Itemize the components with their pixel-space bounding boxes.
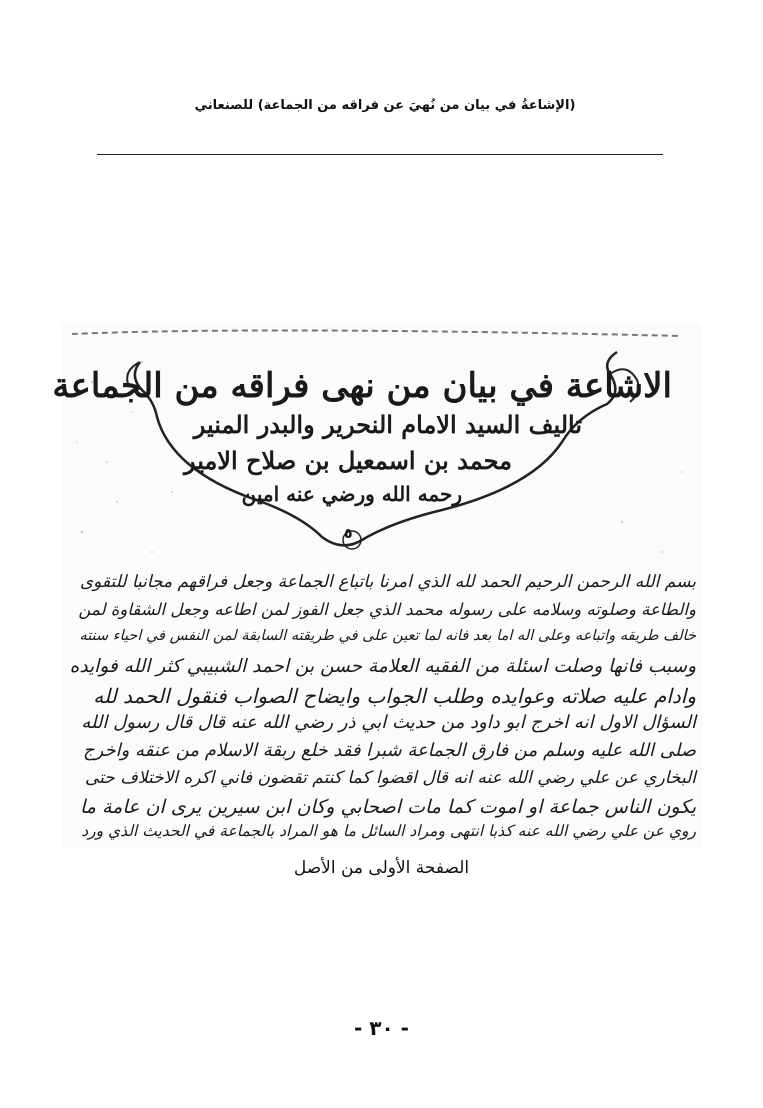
header-rule [97,154,663,155]
manuscript-line: البخاري عن علي رضي الله عنه انه قال اقضوا كما كنتم تقضون فاني اكره الاختلاف حتى [84,768,696,788]
manuscript-line: والطاعة وصلوته وسلامه على رسوله محمد الذي جعل الفوز لمن اطاعه وجعل الشقاوة لمن [78,600,696,619]
manuscript-line: السؤال الاول انه اخرج ابو داود من حديث ابي ذر رضي الله عنه قال قال رسول الله [81,712,696,733]
manuscript-line: روي عن علي رضي الله عنه كذبا انتهى ومراد السائل ما هو المراد بالجماعة في الحديث الذي ورد [81,822,696,840]
manuscript-blessing: رحمه الله ورضي عنه امين [241,482,462,506]
page-number: - ٣٠ - [354,1016,409,1040]
manuscript-image [52,322,702,847]
manuscript-line: بسم الله الرحمن الرحيم الحمد لله الذي امرنا باتباع الجماعة وجعل فراقهم مجانبا للتقوى [79,572,696,592]
running-header: (الإشاعةُ في بيان من نُهيَ عن فراقه من الجماعة) للصنعاني [194,98,576,113]
manuscript-author-name: محمد بن اسمعيل بن صلاح الامير [183,446,512,475]
manuscript-author-line: تاليف السيد الامام النحرير والبدر المنير [193,410,582,439]
manuscript-line: وادام عليه صلاته وعوايده وطلب الجواب وايضاح الصواب فنقول الحمد لله [93,684,696,708]
manuscript-line: يكون الناس جماعة او اموت كما مات اصحابي وكان ابن سيرين يرى ان عامة ما [79,796,696,818]
manuscript-title: الاشاعة في بيان من نهى فراقه من الجماعة [52,366,672,406]
manuscript-line: خالف طريقه واتباعه وعلى اله اما بعد فانه لما تعين على في طريقته السابقة لمن النفس في احياء سنته [79,628,696,644]
manuscript-line: صلى الله عليه وسلم من فارق الجماعة شبرا فقد خلع ربقة الاسلام من عنقه واخرج [82,740,696,761]
manuscript-line: وسبب فانها وصلت اسئلة من الفقيه العلامة حسن بن احمد الشبيبي كثر الله فوايده [69,656,696,677]
manuscript-page-marker: ٥ [344,526,353,542]
figure-caption: الصفحة الأولى من الأصل [293,858,470,878]
